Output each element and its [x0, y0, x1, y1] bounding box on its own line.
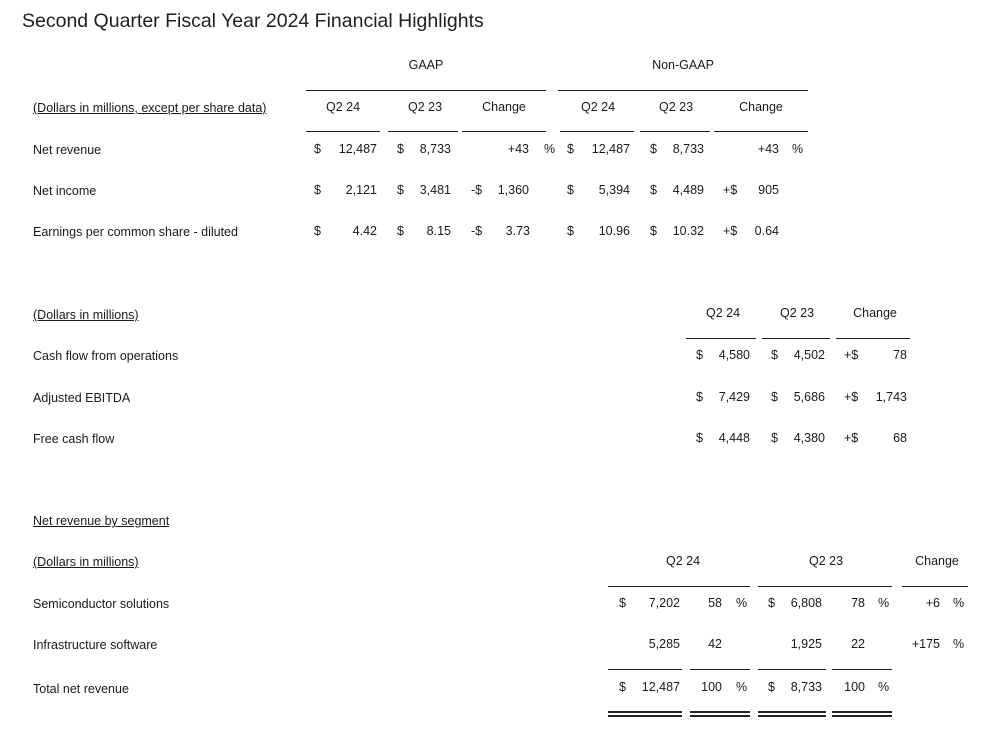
currency-sign: $: [650, 224, 657, 238]
table2-col-change: Change: [853, 306, 897, 320]
percent-sign: %: [953, 637, 965, 651]
segment-section-title: Net revenue by segment: [33, 514, 170, 528]
currency-sign: $: [771, 431, 778, 445]
table-row-label: Semiconductor solutions: [33, 597, 170, 611]
change-sign: +$: [844, 348, 859, 362]
change-sign: +$: [844, 431, 859, 445]
change-sign: +$: [723, 224, 738, 238]
table-row-label: Total net revenue: [33, 682, 129, 696]
currency-sign: $: [696, 390, 703, 404]
subtotal-rule: [608, 669, 682, 670]
table-row-label: Earnings per common share - diluted: [33, 225, 238, 239]
table2-col-q223: Q2 23: [779, 306, 815, 320]
currency-sign: $: [397, 142, 404, 156]
currency-sign: $: [619, 680, 626, 694]
table-cell-share: 78: [851, 596, 865, 610]
subtotal-rule: [832, 669, 892, 670]
table-cell-value: 12,487: [591, 142, 630, 156]
table1-col-nongaap-change: Change: [739, 100, 783, 114]
change-sign: +$: [723, 183, 738, 197]
table-cell-value: 5,285: [648, 637, 680, 651]
table1-col-gaap-change: Change: [482, 100, 526, 114]
change-sign: +$: [844, 390, 859, 404]
percent-sign: %: [544, 142, 556, 156]
subtotal-rule: [690, 669, 750, 670]
table-cell-value: 8,733: [790, 680, 822, 694]
percent-sign: %: [878, 680, 890, 694]
table-cell-value: 4,489: [672, 183, 704, 197]
table-cell-change: 68: [893, 431, 907, 445]
table1-col-nongaap-q224: Q2 24: [580, 100, 616, 114]
table3-col-q224: Q2 24: [665, 554, 701, 568]
table1-header-label: (Dollars in millions, except per share data): [33, 101, 267, 115]
table1-col-gaap-q223: Q2 23: [407, 100, 443, 114]
table-cell-share: 100: [844, 680, 865, 694]
subtotal-rule: [758, 669, 826, 670]
nongaap-group-rule: [558, 90, 808, 91]
currency-sign: $: [768, 596, 775, 610]
table-cell-change: 3.73: [505, 224, 530, 238]
table-cell-value: 7,429: [718, 390, 750, 404]
table-cell-value: 3,481: [419, 183, 451, 197]
total-double-rule: [608, 711, 682, 717]
currency-sign: $: [567, 224, 574, 238]
percent-sign: %: [953, 596, 965, 610]
currency-sign: $: [567, 142, 574, 156]
currency-sign: $: [314, 142, 321, 156]
currency-sign: $: [650, 142, 657, 156]
table2-col-rule: [686, 338, 756, 339]
currency-sign: $: [696, 431, 703, 445]
table-cell-value: 5,394: [598, 183, 630, 197]
table-cell-value: 8,733: [672, 142, 704, 156]
total-double-rule: [758, 711, 826, 717]
table2-header-label: (Dollars in millions): [33, 308, 139, 322]
table3-col-rule: [758, 586, 892, 587]
currency-sign: $: [696, 348, 703, 362]
table3-col-change: Change: [915, 554, 959, 568]
percent-sign: %: [878, 596, 890, 610]
table1-col-rule: [714, 131, 808, 132]
table-cell-change: +43: [507, 142, 529, 156]
table-cell-change: 1,743: [875, 390, 907, 404]
table-row-label: Cash flow from operations: [33, 349, 179, 363]
table-cell-value: 12,487: [641, 680, 680, 694]
table-cell-share: 100: [701, 680, 722, 694]
table2-col-rule: [762, 338, 830, 339]
table-cell-value: 4,380: [793, 431, 825, 445]
table-cell-value: 8,733: [419, 142, 451, 156]
total-double-rule: [690, 711, 750, 717]
table-cell-value: 5,686: [793, 390, 825, 404]
table3-header-label: (Dollars in millions): [33, 555, 139, 569]
currency-sign: $: [650, 183, 657, 197]
table-cell-share: 22: [851, 637, 865, 651]
change-sign: -$: [471, 224, 483, 238]
table-cell-value: 4.42: [352, 224, 377, 238]
percent-sign: %: [736, 680, 748, 694]
change-sign: -$: [471, 183, 483, 197]
table-cell-value: 4,448: [718, 431, 750, 445]
table-cell-change: 1,360: [497, 183, 529, 197]
table3-col-rule: [608, 586, 750, 587]
table1-col-rule: [306, 131, 380, 132]
table2-col-rule: [836, 338, 910, 339]
table-cell-change: +43: [757, 142, 779, 156]
table-cell-value: 4,580: [718, 348, 750, 362]
table-cell-change: +175: [911, 637, 940, 651]
table1-col-nongaap-q223: Q2 23: [658, 100, 694, 114]
page-title: Second Quarter Fiscal Year 2024 Financial Highlights: [22, 10, 484, 32]
table-cell-change: 905: [758, 183, 779, 197]
table3-col-q223: Q2 23: [808, 554, 844, 568]
table-cell-value: 10.32: [672, 224, 704, 238]
table-row-label: Infrastructure software: [33, 638, 158, 652]
table-cell-value: 2,121: [345, 183, 377, 197]
table-cell-change: 78: [893, 348, 907, 362]
currency-sign: $: [397, 224, 404, 238]
table-cell-value: 4,502: [793, 348, 825, 362]
currency-sign: $: [397, 183, 404, 197]
total-double-rule: [832, 711, 892, 717]
currency-sign: $: [567, 183, 574, 197]
table-row-label: Adjusted EBITDA: [33, 391, 131, 405]
table-cell-value: 12,487: [338, 142, 377, 156]
table-cell-share: 42: [708, 637, 722, 651]
currency-sign: $: [314, 224, 321, 238]
table-cell-value: 10.96: [598, 224, 630, 238]
table1-col-rule: [462, 131, 546, 132]
gaap-group-rule: [306, 90, 546, 91]
table-cell-change: +6: [925, 596, 940, 610]
table-row-label: Net income: [33, 184, 97, 198]
currency-sign: $: [771, 390, 778, 404]
table1-col-gaap-q224: Q2 24: [325, 100, 361, 114]
table3-col-rule: [902, 586, 968, 587]
table-cell-share: 58: [708, 596, 722, 610]
percent-sign: %: [792, 142, 804, 156]
percent-sign: %: [736, 596, 748, 610]
nongaap-group-header: Non-GAAP: [652, 58, 714, 72]
table1-col-rule: [560, 131, 634, 132]
gaap-group-header: GAAP: [408, 58, 444, 72]
table-cell-value: 6,808: [790, 596, 822, 610]
currency-sign: $: [314, 183, 321, 197]
table-cell-change: 0.64: [754, 224, 779, 238]
currency-sign: $: [619, 596, 626, 610]
table-cell-value: 1,925: [790, 637, 822, 651]
table1-col-rule: [640, 131, 710, 132]
currency-sign: $: [771, 348, 778, 362]
table-cell-value: 7,202: [648, 596, 680, 610]
currency-sign: $: [768, 680, 775, 694]
table-cell-value: 8.15: [426, 224, 451, 238]
table-row-label: Free cash flow: [33, 432, 115, 446]
table1-col-rule: [388, 131, 458, 132]
table-row-label: Net revenue: [33, 143, 102, 157]
table2-col-q224: Q2 24: [705, 306, 741, 320]
